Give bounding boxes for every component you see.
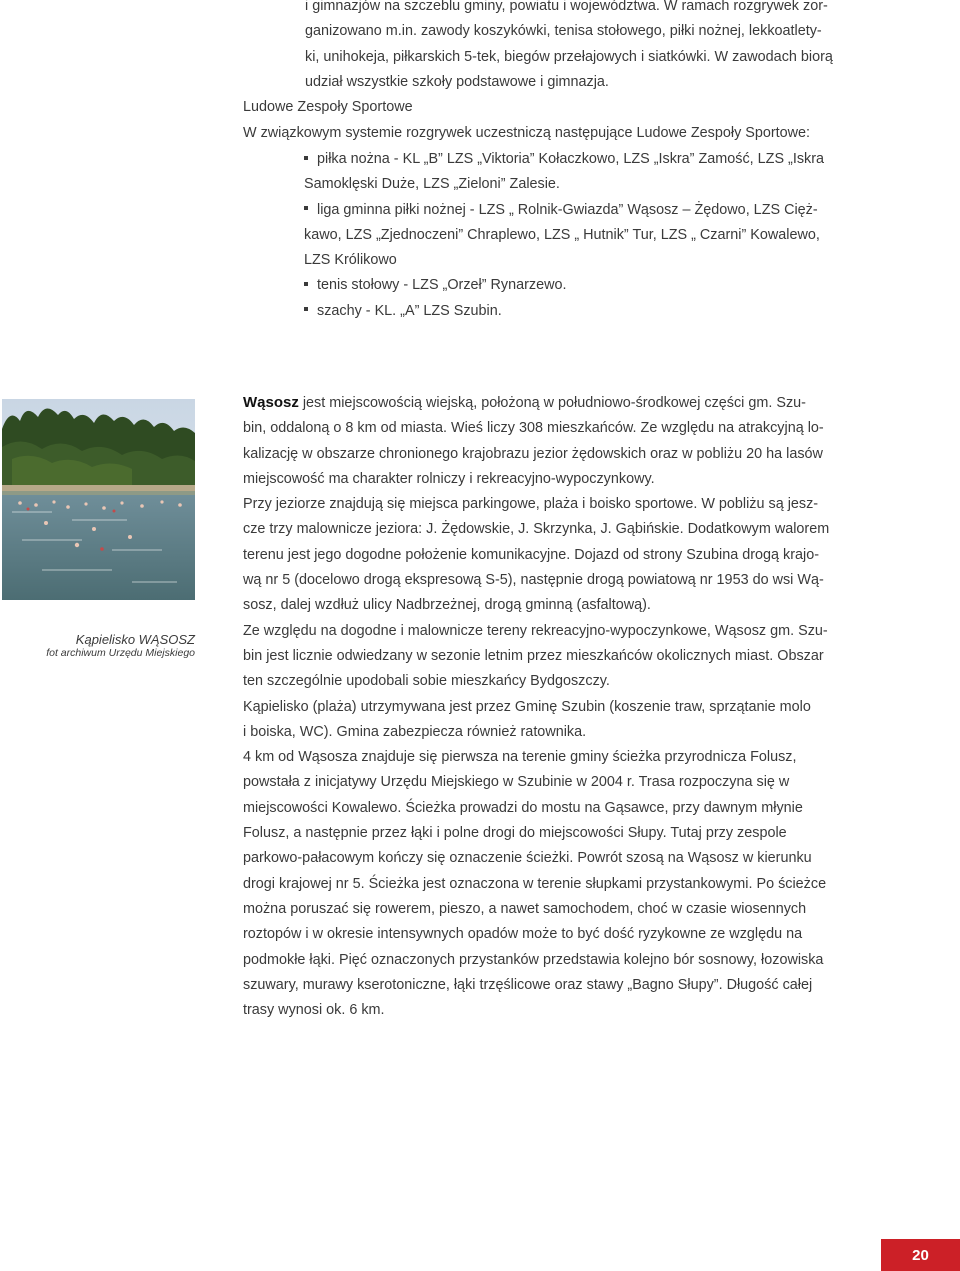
wasosz-article (243, 390, 863, 1023)
list-item (304, 147, 864, 198)
lead-word: Wąsosz (243, 394, 299, 411)
bullet-square-icon (304, 282, 308, 286)
bullet-list (304, 147, 864, 324)
text-line: trasy wynosi ok. 6 km. (243, 1002, 385, 1019)
text-line: parkowo-pałacowym kończy się oznaczenie ścieżki. Powrót szosą na Wąsosz w kierunku (243, 850, 812, 867)
text-line: bin, oddaloną o 8 km od miasta. Wieś liczy 308 mieszkańców. Ze względu na atrakcyjną lo- (243, 420, 824, 437)
text-line: 4 km od Wąsosza znajduje się pierwsza na terenie gminy ścieżka przyrodnicza Folusz, (243, 749, 797, 766)
intro-paragraph (305, 0, 865, 95)
beach-photo (2, 399, 195, 600)
text-line: sosz, dalej wzdłuż ulicy Nadbrzeżnej, drogą gminną (asfaltową). (243, 597, 651, 614)
text-line: tenis stołowy - LZS „Orzeł” Rynarzewo. (317, 277, 567, 294)
text-line: szuwary, murawy kserotoniczne, łąki trzęślicowe oraz stawy „Bagno Słupy”. Długość całej (243, 976, 813, 993)
text-line: LZS Królikowo (304, 252, 397, 269)
bullet-square-icon (304, 206, 308, 210)
photo-caption-credit: fot archiwum Urzędu Miejskiego (46, 646, 195, 659)
text-line: piłka nożna - KL „B” LZS „Viktoria” Kołaczkowo, LZS „Iskra” Zamość, LZS „Iskra (317, 151, 825, 167)
text-line: miejscowość ma charakter rolniczy i rekreacyjno-wypoczynkowy. (243, 470, 655, 487)
text-line: Kąpielisko (plaża) utrzymywana jest przez Gminę Szubin (koszenie traw, sprzątanie molo (243, 698, 811, 715)
text-line: terenu jest jego dogodne położenie komunikacyjne. Dojazd od strony Szubina drogą krajo- (243, 546, 819, 563)
page-number: 20 (912, 1246, 929, 1264)
text-line: cze trzy malownicze jeziora: J. Żędowskie, J. Skrzynka, J. Gąbińskie. Dodatkowym walorem (243, 521, 830, 538)
text-line: i gimnazjów na szczeblu gminy, powiatu i województwa. W ramach rozgrywek zor- (305, 0, 828, 14)
text-line: szachy - KL. „A” LZS Szubin. (317, 302, 502, 319)
list-item (304, 198, 864, 274)
text-line: liga gminna piłki nożnej - LZS „ Rolnik-Gwiazda” Wąsosz – Żędowo, LZS Cięż- (317, 201, 818, 218)
text-line: wą nr 5 (docelowo drogą ekspresową S-5), następnie drogą powiatową nr 1953 do wsi Wą- (243, 572, 824, 589)
bullet-square-icon (304, 307, 308, 311)
photo-caption-title: Kąpielisko WĄSOSZ (75, 632, 195, 647)
text-line: kalizację w obszarze chronionego krajobrazu jezior żędowskich oraz w pobliżu 20 ha lasów (243, 445, 823, 462)
text-fragment: jest miejscowością wiejską, położoną w południowo-środkowej części gm. Szu- (298, 395, 806, 411)
section-intro: W związkowym systemie rozgrywek uczestniczą następujące Ludowe Zespoły Sportowe: (243, 125, 811, 141)
text-line: powstała z inicjatywy Urzędu Miejskiego w Szubinie w 2004 r. Trasa rozpoczyna się w (243, 774, 790, 791)
text-line: Samoklęski Duże, LZS „Zieloni” Zalesie. (304, 176, 560, 193)
text-line: bin jest licznie odwiedzany w sezonie letnim przez mieszkańców okolicznych miast. Obszar (243, 647, 824, 664)
text-line: można poruszać się rowerem, pieszo, a nawet samochodem, choć w czasie wiosennych (243, 900, 807, 917)
section-heading: Ludowe Zespoły Sportowe (243, 99, 413, 115)
list-item (304, 299, 864, 324)
text-line: Folusz, a następnie przez łąki i polne drogi do miejscowości Słupy. Tutaj przy zespole (243, 825, 787, 842)
bullet-square-icon (304, 156, 308, 160)
text-line: kawo, LZS „Zjednoczeni” Chraplewo, LZS „ Hutnik” Tur, LZS „ Czarni” Kowalewo, (304, 226, 820, 243)
page-number-badge (881, 1239, 960, 1271)
text-line: roztopów i w okresie intensywnych opadów może to być dość ryzykowne ze względu na (243, 926, 803, 943)
text-line: i boiska, WC). Gmina zabezpiecza również ratownika. (243, 723, 587, 740)
text-line: ten szczególnie upodobali sobie mieszkańcy Bydgoszczy. (243, 673, 610, 690)
text-line: miejscowości Kowalewo. Ścieżka prowadzi do mostu na Gąsawce, przy dawnym młynie (243, 799, 803, 816)
text-line: udział wszystkie szkoły podstawowe i gimnazja. (305, 73, 609, 90)
text-line: drogi krajowej nr 5. Ścieżka jest oznaczona w terenie słupkami przystankowymi. Po ścieżce (243, 875, 827, 892)
text-line: podmokłe łąki. Pięć oznaczonych przystanków przedstawia kolejno bór sosnowy, łozowiska (243, 951, 824, 968)
text-line: Ze względu na dogodne i malownicze tereny rekreacyjno-wypoczynkowe, Wąsosz gm. Szu- (243, 622, 828, 639)
text-line (243, 390, 863, 416)
text-line: Przy jeziorze znajdują się miejsca parkingowe, plaża i boisko sportowe. W pobliżu są jesz- (243, 496, 819, 513)
list-item (304, 273, 864, 298)
text-line: ganizowano m.in. zawody koszykówki, tenisa stołowego, piłki nożnej, lekkoatlety- (305, 23, 822, 40)
text-line: ki, unihokeja, piłkarskich 5-tek, biegów przełajowych i siatkówki. W zawodach biorą (305, 48, 833, 65)
